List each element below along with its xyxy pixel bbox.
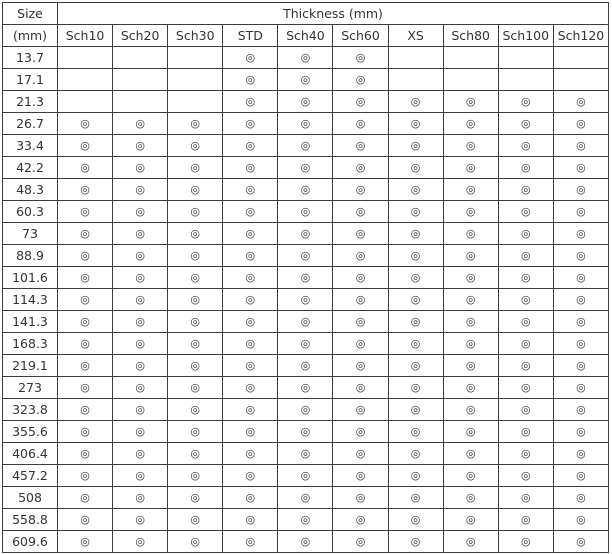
- availability-mark-icon: ◎: [278, 333, 333, 355]
- availability-mark-icon: ◎: [443, 421, 498, 443]
- availability-mark-icon: ◎: [333, 289, 388, 311]
- availability-mark-icon: ◎: [553, 377, 608, 399]
- availability-mark-icon: ◎: [443, 333, 498, 355]
- availability-mark-icon: ◎: [278, 135, 333, 157]
- availability-mark-icon: ◎: [113, 135, 168, 157]
- availability-mark-icon: ◎: [553, 443, 608, 465]
- header-row-top: [3, 3, 609, 25]
- availability-mark-icon: ◎: [388, 377, 443, 399]
- availability-mark-icon: ◎: [223, 47, 278, 69]
- availability-mark-icon: ◎: [498, 223, 553, 245]
- availability-mark-icon: ◎: [168, 267, 223, 289]
- availability-mark-icon: ◎: [58, 487, 113, 509]
- empty-cell: [58, 91, 113, 113]
- availability-mark-icon: ◎: [278, 47, 333, 69]
- availability-mark-icon: ◎: [498, 531, 553, 553]
- availability-mark-icon: ◎: [58, 113, 113, 135]
- table-row: [3, 509, 609, 531]
- availability-mark-icon: ◎: [278, 509, 333, 531]
- table-row: [3, 311, 609, 333]
- availability-mark-icon: ◎: [223, 201, 278, 223]
- empty-cell: [113, 91, 168, 113]
- availability-mark-icon: ◎: [58, 421, 113, 443]
- table-row: [3, 355, 609, 377]
- empty-cell: [553, 69, 608, 91]
- pipe-schedule-table: [2, 2, 609, 553]
- empty-cell: [443, 69, 498, 91]
- size-cell: 457.2: [3, 465, 58, 487]
- availability-mark-icon: ◎: [113, 399, 168, 421]
- availability-mark-icon: ◎: [443, 311, 498, 333]
- availability-mark-icon: ◎: [498, 399, 553, 421]
- availability-mark-icon: ◎: [58, 223, 113, 245]
- availability-mark-icon: ◎: [553, 289, 608, 311]
- table-row: [3, 201, 609, 223]
- availability-mark-icon: ◎: [223, 267, 278, 289]
- availability-mark-icon: ◎: [278, 487, 333, 509]
- availability-mark-icon: ◎: [278, 289, 333, 311]
- size-cell: 13.7: [3, 47, 58, 69]
- availability-mark-icon: ◎: [553, 135, 608, 157]
- table-row: [3, 135, 609, 157]
- table-row: [3, 47, 609, 69]
- availability-mark-icon: ◎: [113, 311, 168, 333]
- availability-mark-icon: ◎: [388, 267, 443, 289]
- table-row: [3, 487, 609, 509]
- availability-mark-icon: ◎: [58, 267, 113, 289]
- availability-mark-icon: ◎: [553, 399, 608, 421]
- availability-mark-icon: ◎: [553, 355, 608, 377]
- empty-cell: [498, 69, 553, 91]
- size-cell: 558.8: [3, 509, 58, 531]
- availability-mark-icon: ◎: [333, 267, 388, 289]
- availability-mark-icon: ◎: [388, 289, 443, 311]
- availability-mark-icon: ◎: [553, 91, 608, 113]
- availability-mark-icon: ◎: [168, 289, 223, 311]
- availability-mark-icon: ◎: [223, 377, 278, 399]
- availability-mark-icon: ◎: [443, 355, 498, 377]
- empty-cell: [443, 47, 498, 69]
- availability-mark-icon: ◎: [223, 355, 278, 377]
- size-cell: 609.6: [3, 531, 58, 553]
- availability-mark-icon: ◎: [278, 531, 333, 553]
- availability-mark-icon: ◎: [333, 201, 388, 223]
- availability-mark-icon: ◎: [113, 179, 168, 201]
- empty-cell: [168, 47, 223, 69]
- availability-mark-icon: ◎: [113, 201, 168, 223]
- availability-mark-icon: ◎: [278, 113, 333, 135]
- availability-mark-icon: ◎: [333, 69, 388, 91]
- availability-mark-icon: ◎: [278, 399, 333, 421]
- availability-mark-icon: ◎: [168, 377, 223, 399]
- availability-mark-icon: ◎: [443, 157, 498, 179]
- availability-mark-icon: ◎: [278, 179, 333, 201]
- availability-mark-icon: ◎: [498, 135, 553, 157]
- availability-mark-icon: ◎: [498, 355, 553, 377]
- availability-mark-icon: ◎: [278, 267, 333, 289]
- availability-mark-icon: ◎: [58, 201, 113, 223]
- availability-mark-icon: ◎: [278, 223, 333, 245]
- availability-mark-icon: ◎: [113, 113, 168, 135]
- availability-mark-icon: ◎: [223, 311, 278, 333]
- availability-mark-icon: ◎: [553, 487, 608, 509]
- availability-mark-icon: ◎: [333, 399, 388, 421]
- availability-mark-icon: ◎: [443, 487, 498, 509]
- column-header: Sch40: [278, 25, 333, 47]
- availability-mark-icon: ◎: [443, 135, 498, 157]
- table-row: [3, 245, 609, 267]
- availability-mark-icon: ◎: [553, 531, 608, 553]
- availability-mark-icon: ◎: [113, 377, 168, 399]
- empty-cell: [58, 69, 113, 91]
- thickness-group-header: Thickness (mm): [58, 3, 609, 25]
- availability-mark-icon: ◎: [498, 465, 553, 487]
- availability-mark-icon: ◎: [168, 355, 223, 377]
- availability-mark-icon: ◎: [333, 333, 388, 355]
- availability-mark-icon: ◎: [223, 223, 278, 245]
- availability-mark-icon: ◎: [278, 355, 333, 377]
- table-row: [3, 223, 609, 245]
- availability-mark-icon: ◎: [168, 399, 223, 421]
- table-row: [3, 179, 609, 201]
- availability-mark-icon: ◎: [553, 421, 608, 443]
- size-cell: 168.3: [3, 333, 58, 355]
- availability-mark-icon: ◎: [223, 399, 278, 421]
- availability-mark-icon: ◎: [388, 157, 443, 179]
- table-row: [3, 531, 609, 553]
- availability-mark-icon: ◎: [58, 245, 113, 267]
- size-cell: 508: [3, 487, 58, 509]
- availability-mark-icon: ◎: [498, 113, 553, 135]
- table-row: [3, 91, 609, 113]
- size-cell: 26.7: [3, 113, 58, 135]
- availability-mark-icon: ◎: [443, 399, 498, 421]
- empty-cell: [498, 47, 553, 69]
- availability-mark-icon: ◎: [498, 443, 553, 465]
- availability-mark-icon: ◎: [553, 201, 608, 223]
- empty-cell: [113, 47, 168, 69]
- table-row: [3, 157, 609, 179]
- availability-mark-icon: ◎: [388, 223, 443, 245]
- availability-mark-icon: ◎: [168, 421, 223, 443]
- availability-mark-icon: ◎: [168, 311, 223, 333]
- availability-mark-icon: ◎: [223, 465, 278, 487]
- availability-mark-icon: ◎: [168, 113, 223, 135]
- availability-mark-icon: ◎: [333, 465, 388, 487]
- column-header: Sch20: [113, 25, 168, 47]
- availability-mark-icon: ◎: [278, 421, 333, 443]
- size-cell: 101.6: [3, 267, 58, 289]
- availability-mark-icon: ◎: [498, 311, 553, 333]
- empty-cell: [168, 69, 223, 91]
- column-header: Sch120: [553, 25, 608, 47]
- column-header: Sch100: [498, 25, 553, 47]
- availability-mark-icon: ◎: [388, 91, 443, 113]
- availability-mark-icon: ◎: [388, 333, 443, 355]
- availability-mark-icon: ◎: [278, 157, 333, 179]
- availability-mark-icon: ◎: [223, 289, 278, 311]
- table-row: [3, 113, 609, 135]
- size-cell: 114.3: [3, 289, 58, 311]
- availability-mark-icon: ◎: [223, 69, 278, 91]
- availability-mark-icon: ◎: [168, 201, 223, 223]
- availability-mark-icon: ◎: [388, 355, 443, 377]
- size-cell: 406.4: [3, 443, 58, 465]
- table-row: [3, 267, 609, 289]
- availability-mark-icon: ◎: [113, 333, 168, 355]
- size-cell: 273: [3, 377, 58, 399]
- availability-mark-icon: ◎: [168, 509, 223, 531]
- availability-mark-icon: ◎: [443, 201, 498, 223]
- availability-mark-icon: ◎: [58, 509, 113, 531]
- column-header: XS: [388, 25, 443, 47]
- size-cell: 42.2: [3, 157, 58, 179]
- size-cell: 88.9: [3, 245, 58, 267]
- availability-mark-icon: ◎: [278, 465, 333, 487]
- availability-mark-icon: ◎: [168, 157, 223, 179]
- availability-mark-icon: ◎: [333, 157, 388, 179]
- availability-mark-icon: ◎: [498, 487, 553, 509]
- size-header: Size: [3, 3, 58, 25]
- availability-mark-icon: ◎: [113, 289, 168, 311]
- availability-mark-icon: ◎: [223, 509, 278, 531]
- availability-mark-icon: ◎: [113, 223, 168, 245]
- empty-cell: [168, 91, 223, 113]
- availability-mark-icon: ◎: [498, 289, 553, 311]
- availability-mark-icon: ◎: [223, 113, 278, 135]
- availability-mark-icon: ◎: [113, 267, 168, 289]
- availability-mark-icon: ◎: [333, 91, 388, 113]
- availability-mark-icon: ◎: [223, 333, 278, 355]
- size-unit-header: (mm): [3, 25, 58, 47]
- availability-mark-icon: ◎: [388, 311, 443, 333]
- availability-mark-icon: ◎: [388, 113, 443, 135]
- availability-mark-icon: ◎: [553, 333, 608, 355]
- column-header: Sch10: [58, 25, 113, 47]
- availability-mark-icon: ◎: [443, 267, 498, 289]
- availability-mark-icon: ◎: [58, 531, 113, 553]
- size-cell: 323.8: [3, 399, 58, 421]
- availability-mark-icon: ◎: [58, 135, 113, 157]
- availability-mark-icon: ◎: [223, 421, 278, 443]
- availability-mark-icon: ◎: [278, 69, 333, 91]
- availability-mark-icon: ◎: [443, 223, 498, 245]
- availability-mark-icon: ◎: [553, 113, 608, 135]
- availability-mark-icon: ◎: [58, 465, 113, 487]
- size-cell: 355.6: [3, 421, 58, 443]
- availability-mark-icon: ◎: [333, 223, 388, 245]
- availability-mark-icon: ◎: [498, 377, 553, 399]
- empty-cell: [388, 69, 443, 91]
- availability-mark-icon: ◎: [443, 509, 498, 531]
- availability-mark-icon: ◎: [333, 311, 388, 333]
- availability-mark-icon: ◎: [223, 443, 278, 465]
- empty-cell: [113, 69, 168, 91]
- availability-mark-icon: ◎: [443, 377, 498, 399]
- availability-mark-icon: ◎: [388, 245, 443, 267]
- availability-mark-icon: ◎: [333, 421, 388, 443]
- size-cell: 21.3: [3, 91, 58, 113]
- size-cell: 73: [3, 223, 58, 245]
- size-cell: 219.1: [3, 355, 58, 377]
- table-row: [3, 333, 609, 355]
- availability-mark-icon: ◎: [333, 443, 388, 465]
- empty-cell: [58, 47, 113, 69]
- availability-mark-icon: ◎: [58, 289, 113, 311]
- availability-mark-icon: ◎: [553, 267, 608, 289]
- availability-mark-icon: ◎: [223, 91, 278, 113]
- availability-mark-icon: ◎: [223, 179, 278, 201]
- availability-mark-icon: ◎: [443, 113, 498, 135]
- availability-mark-icon: ◎: [113, 157, 168, 179]
- availability-mark-icon: ◎: [333, 487, 388, 509]
- table-row: [3, 443, 609, 465]
- availability-mark-icon: ◎: [553, 179, 608, 201]
- availability-mark-icon: ◎: [333, 179, 388, 201]
- availability-mark-icon: ◎: [443, 465, 498, 487]
- availability-mark-icon: ◎: [443, 91, 498, 113]
- column-header: Sch80: [443, 25, 498, 47]
- availability-mark-icon: ◎: [443, 289, 498, 311]
- size-cell: 17.1: [3, 69, 58, 91]
- availability-mark-icon: ◎: [388, 179, 443, 201]
- table-body: [3, 47, 609, 553]
- empty-cell: [553, 47, 608, 69]
- availability-mark-icon: ◎: [498, 333, 553, 355]
- availability-mark-icon: ◎: [278, 443, 333, 465]
- availability-mark-icon: ◎: [58, 333, 113, 355]
- availability-mark-icon: ◎: [553, 157, 608, 179]
- availability-mark-icon: ◎: [278, 91, 333, 113]
- availability-mark-icon: ◎: [168, 245, 223, 267]
- availability-mark-icon: ◎: [388, 487, 443, 509]
- availability-mark-icon: ◎: [498, 421, 553, 443]
- availability-mark-icon: ◎: [168, 443, 223, 465]
- availability-mark-icon: ◎: [443, 443, 498, 465]
- availability-mark-icon: ◎: [333, 245, 388, 267]
- availability-mark-icon: ◎: [223, 245, 278, 267]
- availability-mark-icon: ◎: [278, 377, 333, 399]
- table-row: [3, 289, 609, 311]
- availability-mark-icon: ◎: [553, 509, 608, 531]
- availability-mark-icon: ◎: [223, 135, 278, 157]
- availability-mark-icon: ◎: [58, 157, 113, 179]
- availability-mark-icon: ◎: [333, 377, 388, 399]
- availability-mark-icon: ◎: [113, 245, 168, 267]
- column-header: Sch60: [333, 25, 388, 47]
- availability-mark-icon: ◎: [553, 223, 608, 245]
- empty-cell: [388, 47, 443, 69]
- availability-mark-icon: ◎: [388, 201, 443, 223]
- availability-mark-icon: ◎: [333, 135, 388, 157]
- table-row: [3, 421, 609, 443]
- availability-mark-icon: ◎: [388, 399, 443, 421]
- availability-mark-icon: ◎: [333, 47, 388, 69]
- availability-mark-icon: ◎: [333, 355, 388, 377]
- availability-mark-icon: ◎: [168, 135, 223, 157]
- availability-mark-icon: ◎: [58, 377, 113, 399]
- availability-mark-icon: ◎: [443, 531, 498, 553]
- availability-mark-icon: ◎: [113, 531, 168, 553]
- availability-mark-icon: ◎: [498, 267, 553, 289]
- size-cell: 48.3: [3, 179, 58, 201]
- availability-mark-icon: ◎: [443, 245, 498, 267]
- availability-mark-icon: ◎: [113, 487, 168, 509]
- availability-mark-icon: ◎: [498, 509, 553, 531]
- availability-mark-icon: ◎: [333, 531, 388, 553]
- availability-mark-icon: ◎: [553, 311, 608, 333]
- availability-mark-icon: ◎: [223, 157, 278, 179]
- availability-mark-icon: ◎: [498, 245, 553, 267]
- availability-mark-icon: ◎: [168, 333, 223, 355]
- availability-mark-icon: ◎: [498, 201, 553, 223]
- availability-mark-icon: ◎: [333, 509, 388, 531]
- availability-mark-icon: ◎: [168, 531, 223, 553]
- availability-mark-icon: ◎: [223, 531, 278, 553]
- availability-mark-icon: ◎: [168, 179, 223, 201]
- availability-mark-icon: ◎: [58, 443, 113, 465]
- availability-mark-icon: ◎: [113, 443, 168, 465]
- availability-mark-icon: ◎: [498, 157, 553, 179]
- availability-mark-icon: ◎: [553, 245, 608, 267]
- size-cell: 60.3: [3, 201, 58, 223]
- header-row-columns: [3, 25, 609, 47]
- availability-mark-icon: ◎: [58, 311, 113, 333]
- availability-mark-icon: ◎: [223, 487, 278, 509]
- availability-mark-icon: ◎: [168, 465, 223, 487]
- availability-mark-icon: ◎: [113, 509, 168, 531]
- size-cell: 141.3: [3, 311, 58, 333]
- table-row: [3, 377, 609, 399]
- column-header: STD: [223, 25, 278, 47]
- availability-mark-icon: ◎: [388, 135, 443, 157]
- table-row: [3, 465, 609, 487]
- size-cell: 33.4: [3, 135, 58, 157]
- availability-mark-icon: ◎: [498, 91, 553, 113]
- availability-mark-icon: ◎: [443, 179, 498, 201]
- availability-mark-icon: ◎: [388, 465, 443, 487]
- availability-mark-icon: ◎: [113, 465, 168, 487]
- availability-mark-icon: ◎: [278, 201, 333, 223]
- availability-mark-icon: ◎: [388, 531, 443, 553]
- table-row: [3, 399, 609, 421]
- availability-mark-icon: ◎: [113, 421, 168, 443]
- column-header: Sch30: [168, 25, 223, 47]
- availability-mark-icon: ◎: [388, 509, 443, 531]
- availability-mark-icon: ◎: [58, 399, 113, 421]
- availability-mark-icon: ◎: [278, 245, 333, 267]
- availability-mark-icon: ◎: [168, 487, 223, 509]
- availability-mark-icon: ◎: [333, 113, 388, 135]
- availability-mark-icon: ◎: [58, 179, 113, 201]
- availability-mark-icon: ◎: [553, 465, 608, 487]
- availability-mark-icon: ◎: [388, 443, 443, 465]
- availability-mark-icon: ◎: [278, 311, 333, 333]
- availability-mark-icon: ◎: [168, 223, 223, 245]
- availability-mark-icon: ◎: [113, 355, 168, 377]
- availability-mark-icon: ◎: [498, 179, 553, 201]
- availability-mark-icon: ◎: [58, 355, 113, 377]
- table-row: [3, 69, 609, 91]
- availability-mark-icon: ◎: [388, 421, 443, 443]
